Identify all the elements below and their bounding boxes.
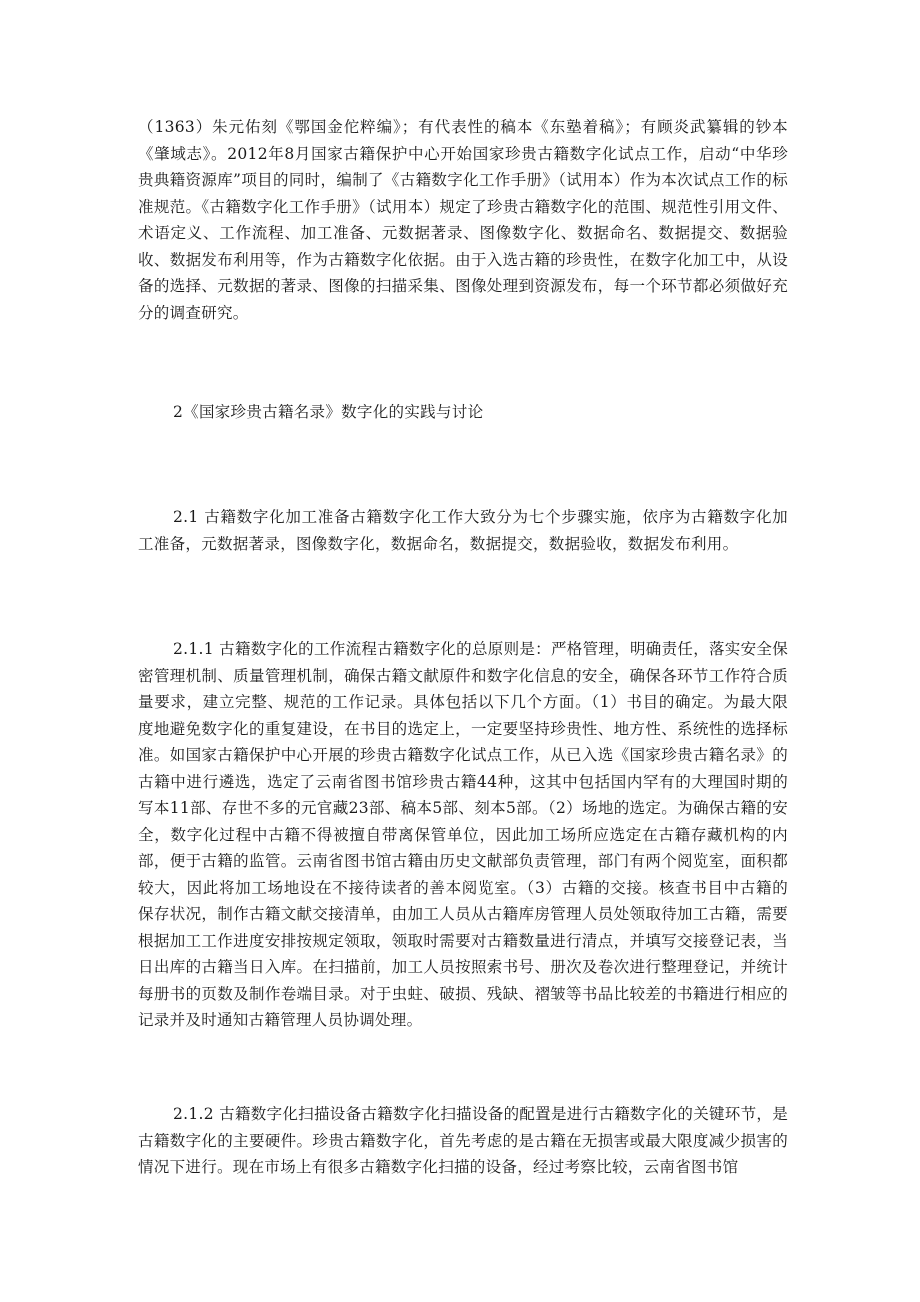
section-heading-2: 2《国家珍贵古籍名录》数字化的实践与讨论 [173,403,484,421]
paragraph-intro: （1363）朱元佑刻《鄂国金佗粹编》；有代表性的稿本《东塾着稿》；有顾炎武纂辑的钞本《肇域志》。2012年8月国家古籍保护中心开始国家珍贵古籍数字化试点工作，启动“中华珍贵典籍资源库”项目的同时，编制了《古籍数字化工作手册》（试用本）作为本次试点工作的标准规范。《古籍数字化工作手册》（试用本）规定了珍贵古籍数字化的范围、规范性引用文件、术语定义、工作流程、加工准备、元数据著录、图像数字化、数据命名、数据提交、数据验收、数据发布利用等，作为古籍数字化依据。由于入选古籍的珍贵性，在数字化加工中，从设备的选择、元数据的著录、图像的扫描采集、图像处理到资源发布，每一个环节都必须做好充分的调查研究。 [138,118,788,322]
paragraph-2-1: 2.1 古籍数字化加工准备古籍数字化工作大致分为七个步骤实施，依序为古籍数字化加工准备，元数据著录，图像数字化，数据命名，数据提交，数据验收，数据发布利用。 [138,508,788,553]
paragraph-2-1-2: 2.1.2 古籍数字化扫描设备古籍数字化扫描设备的配置是进行古籍数字化的关键环节，是古籍数字化的主要硬件。珍贵古籍数字化，首先考虑的是古籍在无损害或最大限度减少损害的情况下进行。现在市场上有很多古籍数字化扫描的设备，经过考察比较，云南省图书馆 [138,1105,788,1176]
paragraph-2-1-1: 2.1.1 古籍数字化的工作流程古籍数字化的总原则是：严格管理，明确责任，落实安全保密管理机制、质量管理机制，确保古籍文献原件和数字化信息的安全，确保各环节工作符合质量要求，建立完整、规范的工作记录。具体包括以下几个方面。（1）书目的确定。为最大限度地避免数字化的重复建设，在书目的选定上，一定要坚持珍贵性、地方性、系统性的选择标准。如国家古籍保护中心开展的珍贵古籍数字化试点工作，从已入选《国家珍贵古籍名录》的古籍中进行遴选，选定了云南省图书馆珍贵古籍44种，这其中包括国内罕有的大理国时期的写本11部、存世不多的元官藏23部、稿本5部、刻本5部。（2）场地的选定。为确保古籍的安全，数字化过程中古籍不得被擅自带离保管单位，因此加工场所应选定在古籍存藏机构的内部，便于古籍的监管。云南省图书馆古籍由历史文献部负责管理，部门有两个阅览室，面积都较大，因此将加工场地设在不接待读者的善本阅览室。（3）古籍的交接。核查书目中古籍的保存状况，制作古籍文献交接清单，由加工人员从古籍库房管理人员处领取待加工古籍，需要根据加工工作进度安排按规定领取，领取时需要对古籍数量进行清点，并填写交接登记表，当日出库的古籍当日入库。在扫描前，加工人员按照索书号、册次及卷次进行整理登记，并统计每册书的页数及制作卷端目录。对于虫蛀、破损、残缺、褶皱等书品比较差的书籍进行相应的记录并及时通知古籍管理人员协调处理。 [138,640,788,1029]
